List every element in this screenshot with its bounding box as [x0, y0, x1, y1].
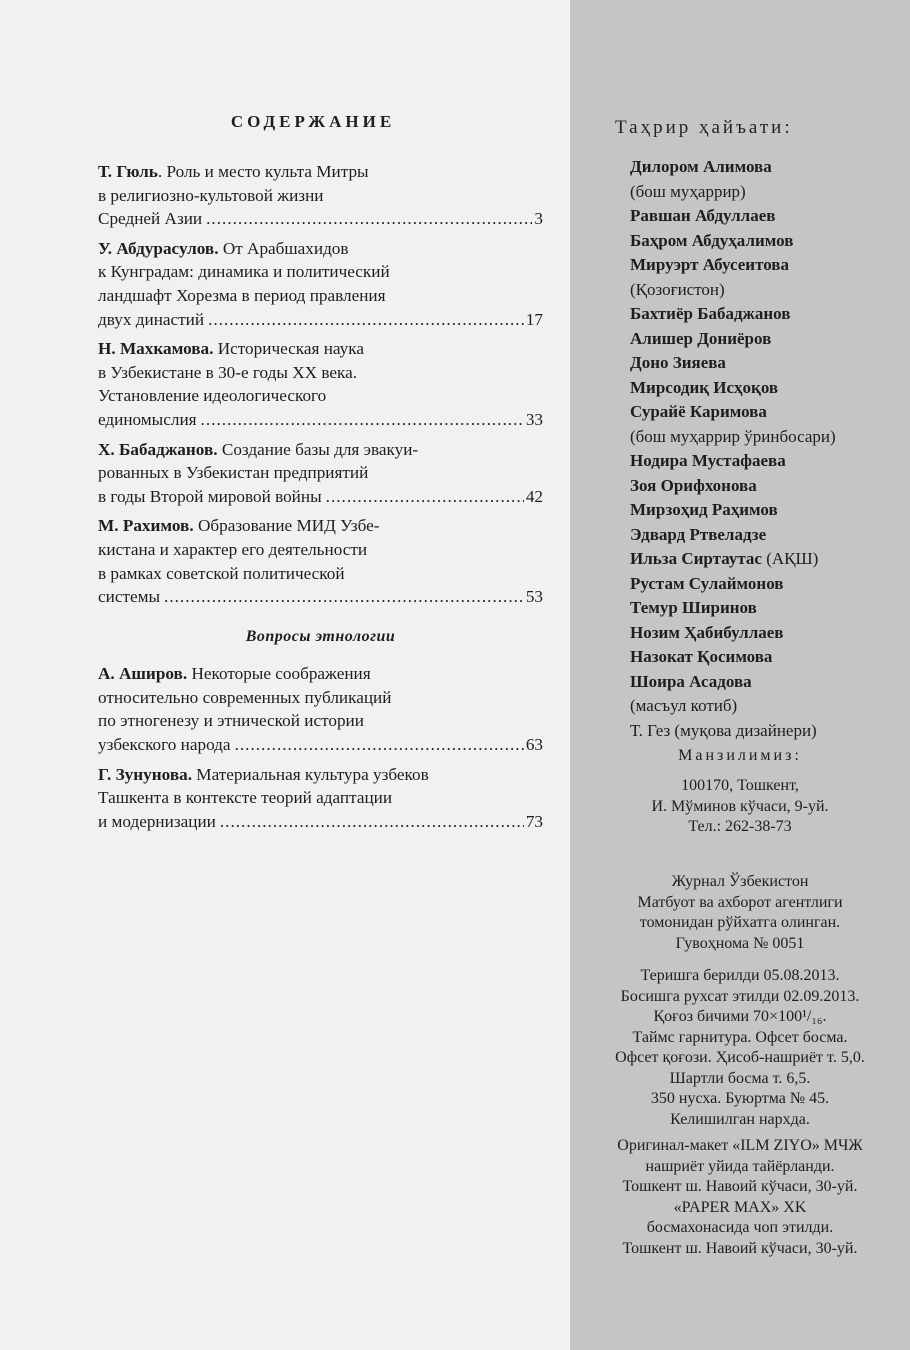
board-member	[630, 155, 900, 180]
toc-author: Т. Гюль	[98, 162, 158, 181]
board-member	[630, 547, 900, 572]
toc-entry[interactable]	[98, 662, 543, 756]
toc-line: Историческая наука	[213, 339, 364, 359]
registration-block	[570, 872, 910, 954]
print-line: 350 нусха. Буюртма № 45.	[650, 1090, 830, 1107]
board-member	[630, 376, 900, 401]
board-member-name: Мируэрт Абусеитова	[630, 255, 789, 274]
board-member-name: Ильза Сиртаутас	[630, 549, 762, 568]
board-member-name: Рустам Сулаймонов	[630, 573, 784, 593]
publisher-block	[570, 1136, 910, 1259]
board-member	[630, 180, 900, 205]
toc-author: У. Абдурасулов.	[98, 238, 219, 258]
page-number: 63	[525, 735, 543, 755]
board-member-name: Шоира Асадова	[630, 671, 752, 691]
address-title: Манзилимиз:	[678, 747, 802, 764]
toc-line: Установление идеологического	[98, 386, 327, 406]
print-line: Шартли босма т. 6,5.	[669, 1069, 811, 1087]
publisher-line: Оригинал-макет «ILM ZIYO» МЧЖ	[617, 1137, 863, 1154]
board-member	[630, 278, 900, 303]
leader-dots	[206, 207, 532, 231]
editorial-board-title: Таҳрир ҳайъати:	[615, 117, 793, 138]
toc-line: ландшафт Хорезма в период правления	[98, 285, 386, 305]
publisher-line: «PAPER MAX» XK	[673, 1198, 807, 1216]
section-heading: Вопросы этнологии	[245, 627, 396, 645]
board-member	[630, 253, 900, 278]
board-member	[630, 719, 900, 744]
registration-line: Журнал Ўзбекистон	[671, 873, 809, 890]
toc-author: Г. Зунунова.	[98, 764, 192, 784]
address-block	[570, 776, 910, 838]
leader-dots	[235, 733, 524, 757]
board-member-note: (АҚШ)	[761, 549, 819, 568]
toc-entry[interactable]	[98, 337, 543, 431]
board-member	[630, 694, 900, 719]
board-member	[630, 670, 900, 695]
toc-line: двух династий	[98, 309, 205, 329]
registration-line: томонидан рўйхатга олинган.	[639, 914, 841, 931]
print-line: Офсет қоғози. Ҳисоб-нашриёт т. 5,0.	[615, 1049, 865, 1066]
toc-line: к Кунградам: динамика и политический	[98, 262, 390, 282]
toc-entry[interactable]	[98, 160, 543, 231]
toc-entry[interactable]	[98, 438, 543, 509]
toc-line: единомыслия	[98, 409, 197, 429]
toc-entry[interactable]	[98, 237, 543, 331]
leader-dots	[326, 485, 524, 509]
board-member	[630, 400, 900, 425]
toc-line: в годы Второй мировой войны	[98, 486, 322, 506]
board-member-note: Т. Гез (муқова дизайнери)	[630, 720, 817, 740]
board-member-name: Бахтиёр Бабаджанов	[630, 304, 791, 323]
publisher-line: Тошкент ш. Навоий кўчаси, 30-уй.	[622, 1239, 858, 1257]
board-member	[630, 645, 900, 670]
board-member	[630, 302, 900, 327]
print-line: Келишилган нархда.	[670, 1110, 810, 1128]
registration-line: Матбуот ва ахборот агентлиги	[637, 893, 843, 911]
print-line: Қоғоз бичими 70×100¹/₁₆.	[653, 1008, 827, 1025]
toc-line: Средней Азии	[98, 209, 203, 229]
board-member-name: Мирсодиқ Исҳоқов	[630, 377, 779, 397]
address-line: Тел.: 262-38-73	[688, 818, 792, 835]
page-number: 3	[534, 209, 543, 229]
board-member	[630, 351, 900, 376]
board-member-note: (бош муҳаррир ўринбосари)	[630, 426, 836, 446]
board-member-name: Темур Ширинов	[630, 598, 757, 617]
board-member-name: Сурайё Каримова	[630, 402, 767, 421]
toc-entry[interactable]	[98, 514, 543, 608]
page-number: 73	[525, 811, 543, 831]
board-member-note: (масъул котиб)	[630, 696, 738, 715]
editorial-board-list	[630, 155, 900, 743]
toc-line: Образование МИД Узбе-	[193, 516, 380, 536]
board-member-note: (Қозоғистон)	[630, 279, 725, 299]
toc-author: М. Рахимов.	[98, 516, 194, 536]
toc-line: в рамках советской политической	[98, 563, 345, 583]
page-number: 33	[525, 409, 543, 429]
page-number: 17	[525, 309, 543, 329]
board-member	[630, 498, 900, 523]
board-member-note: (бош муҳаррир)	[630, 181, 746, 201]
print-info-block	[570, 966, 910, 1130]
leader-dots	[201, 408, 524, 432]
toc-line: в Узбекистане в 30-е годы XX века.	[98, 362, 357, 382]
toc-line: по этногенезу и этнической истории	[98, 711, 364, 731]
board-member-name: Баҳром Абдуҳалимов	[630, 230, 794, 250]
board-member-name: Зоя Орифхонова	[630, 475, 757, 495]
toc-title: СОДЕРЖАНИЕ	[230, 112, 396, 131]
board-member-name: Дилором Алимова	[630, 157, 772, 176]
toc-line: рованных в Узбекистан предприятий	[98, 463, 369, 483]
publisher-line: босмахонасида чоп этилди.	[646, 1219, 834, 1236]
print-line: Таймс гарнитура. Офсет босма.	[632, 1028, 848, 1046]
leader-dots	[208, 308, 524, 332]
toc-entry[interactable]	[98, 763, 543, 834]
toc-author: А. Аширов.	[98, 664, 188, 684]
board-member	[630, 327, 900, 352]
board-member-name: Доно Зияева	[630, 353, 726, 372]
leader-dots	[164, 585, 524, 609]
toc-line: кистана и характер его деятельности	[98, 539, 368, 559]
page-number: 53	[525, 587, 543, 607]
publisher-line: нашриёт уйида тайёрланди.	[645, 1157, 835, 1175]
board-member	[630, 229, 900, 254]
board-member-name: Назокат Қосимова	[630, 647, 773, 666]
toc-line: Некоторые соображения	[187, 664, 371, 684]
address-line: 100170, Тошкент,	[681, 777, 799, 794]
page-number: 42	[525, 486, 543, 506]
toc-line: и модернизации	[98, 811, 216, 831]
board-member	[630, 621, 900, 646]
board-member	[630, 596, 900, 621]
publisher-line: Тошкент ш. Навоий кўчаси, 30-уй.	[622, 1178, 858, 1195]
toc-author: Х. Бабаджанов.	[98, 439, 218, 459]
toc-line: Ташкента в контексте теорий адаптации	[98, 788, 393, 808]
toc-line: узбекского народа	[98, 735, 231, 755]
board-member	[630, 572, 900, 597]
toc-line: Создание базы для эвакуи-	[217, 439, 419, 459]
board-member-name: Алишер Дониёров	[630, 328, 772, 348]
print-line: Босишга рухсат этилди 02.09.2013.	[620, 987, 860, 1005]
board-member	[630, 474, 900, 499]
toc-line: системы	[98, 587, 161, 607]
toc-line: в религиозно-культовой жизни	[98, 185, 324, 205]
print-line: Теришга берилди 05.08.2013.	[640, 967, 840, 984]
toc-author: Н. Махкамова.	[98, 339, 214, 359]
board-member-name: Мирзоҳид Раҳимов	[630, 500, 778, 519]
board-member	[630, 523, 900, 548]
toc-line: От Арабшахидов	[218, 238, 349, 258]
toc-line: Материальная культура узбеков	[192, 764, 429, 784]
board-member-name: Нозим Ҳабибуллаев	[630, 622, 784, 642]
board-member-name: Равшан Абдуллаев	[630, 206, 776, 225]
table-of-contents	[98, 160, 543, 839]
leader-dots	[220, 810, 524, 834]
toc-line: относительно современных публикаций	[98, 687, 392, 707]
board-member-name: Эдвард Ртвеладзе	[630, 524, 767, 544]
board-member	[630, 449, 900, 474]
board-member	[630, 204, 900, 229]
board-member-name: Нодира Мустафаева	[630, 451, 786, 470]
registration-line: Гувоҳнома № 0051	[675, 934, 805, 952]
toc-line: . Роль и место культа Митры	[157, 162, 369, 181]
board-member	[630, 425, 900, 450]
address-line: И. Мўминов кўчаси, 9-уй.	[651, 797, 829, 815]
